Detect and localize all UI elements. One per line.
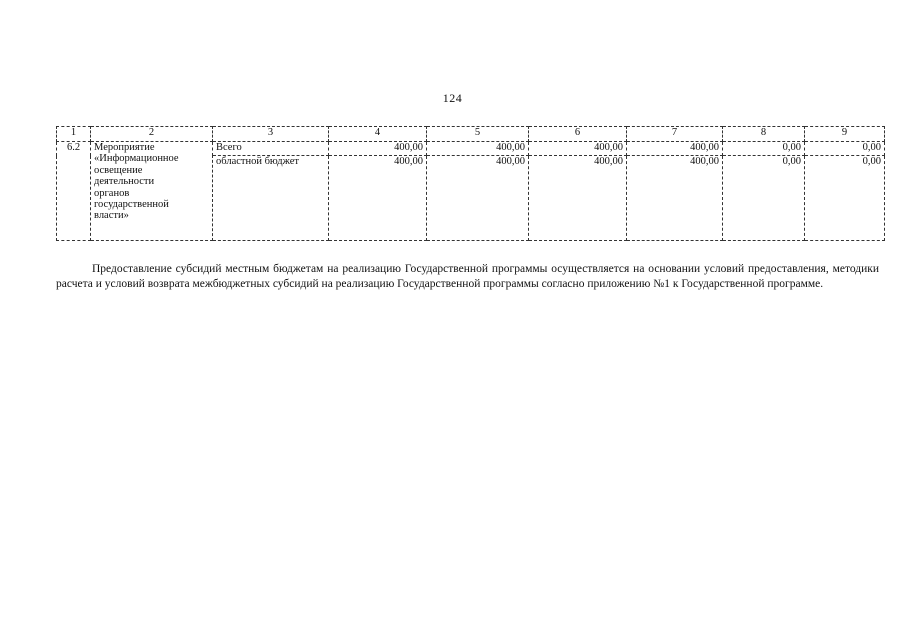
column-header: 2 [91,127,213,142]
event-name-line: деятельности [94,176,155,188]
budget-table [56,126,885,241]
table-cell-value: 0,00 [723,156,805,241]
column-header: 9 [805,127,885,142]
table-cell-value: 400,00 [529,142,627,156]
event-name-line: освещение [94,164,143,176]
body-paragraph: Предоставление субсидий местным бюджетам на реализацию Государственной программы осуществляется на основании условий предоставления, методики расчета и условий возврата межбюджетных субсидий на реализацию Государственной программы согласно приложению №1 к Государственной программе. [56,263,879,290]
table-cell-value: 400,00 [329,142,427,156]
table-cell-value: 400,00 [529,156,627,241]
funding-source-label: областной бюджет [213,156,329,241]
event-name-line: Мероприятие [94,142,155,153]
column-header: 5 [427,127,529,142]
row-code: 6.2 [57,142,91,241]
column-header: 6 [529,127,627,142]
table-cell-value: 400,00 [627,142,723,156]
event-name-line: органов [94,187,130,199]
event-name-line: власти» [94,210,129,222]
column-header: 7 [627,127,723,142]
event-name-line: государственной [94,199,169,211]
table-cell-value: 400,00 [627,156,723,241]
column-header: 3 [213,127,329,142]
table-cell-value: 400,00 [427,142,529,156]
column-header: 1 [57,127,91,142]
table-cell-value: 400,00 [427,156,529,241]
table-cell-value: 0,00 [805,142,885,156]
event-name-line: «Информационное [94,153,179,165]
column-header: 8 [723,127,805,142]
table-cell-value: 0,00 [805,156,885,241]
column-header: 4 [329,127,427,142]
table-row-total [57,142,885,156]
table-cell-value: 400,00 [329,156,427,241]
table-cell-value: 0,00 [723,142,805,156]
funding-source-label: Всего [213,142,329,156]
event-name [91,142,213,241]
table-header-row [57,127,885,142]
page-number: 124 [442,91,463,105]
